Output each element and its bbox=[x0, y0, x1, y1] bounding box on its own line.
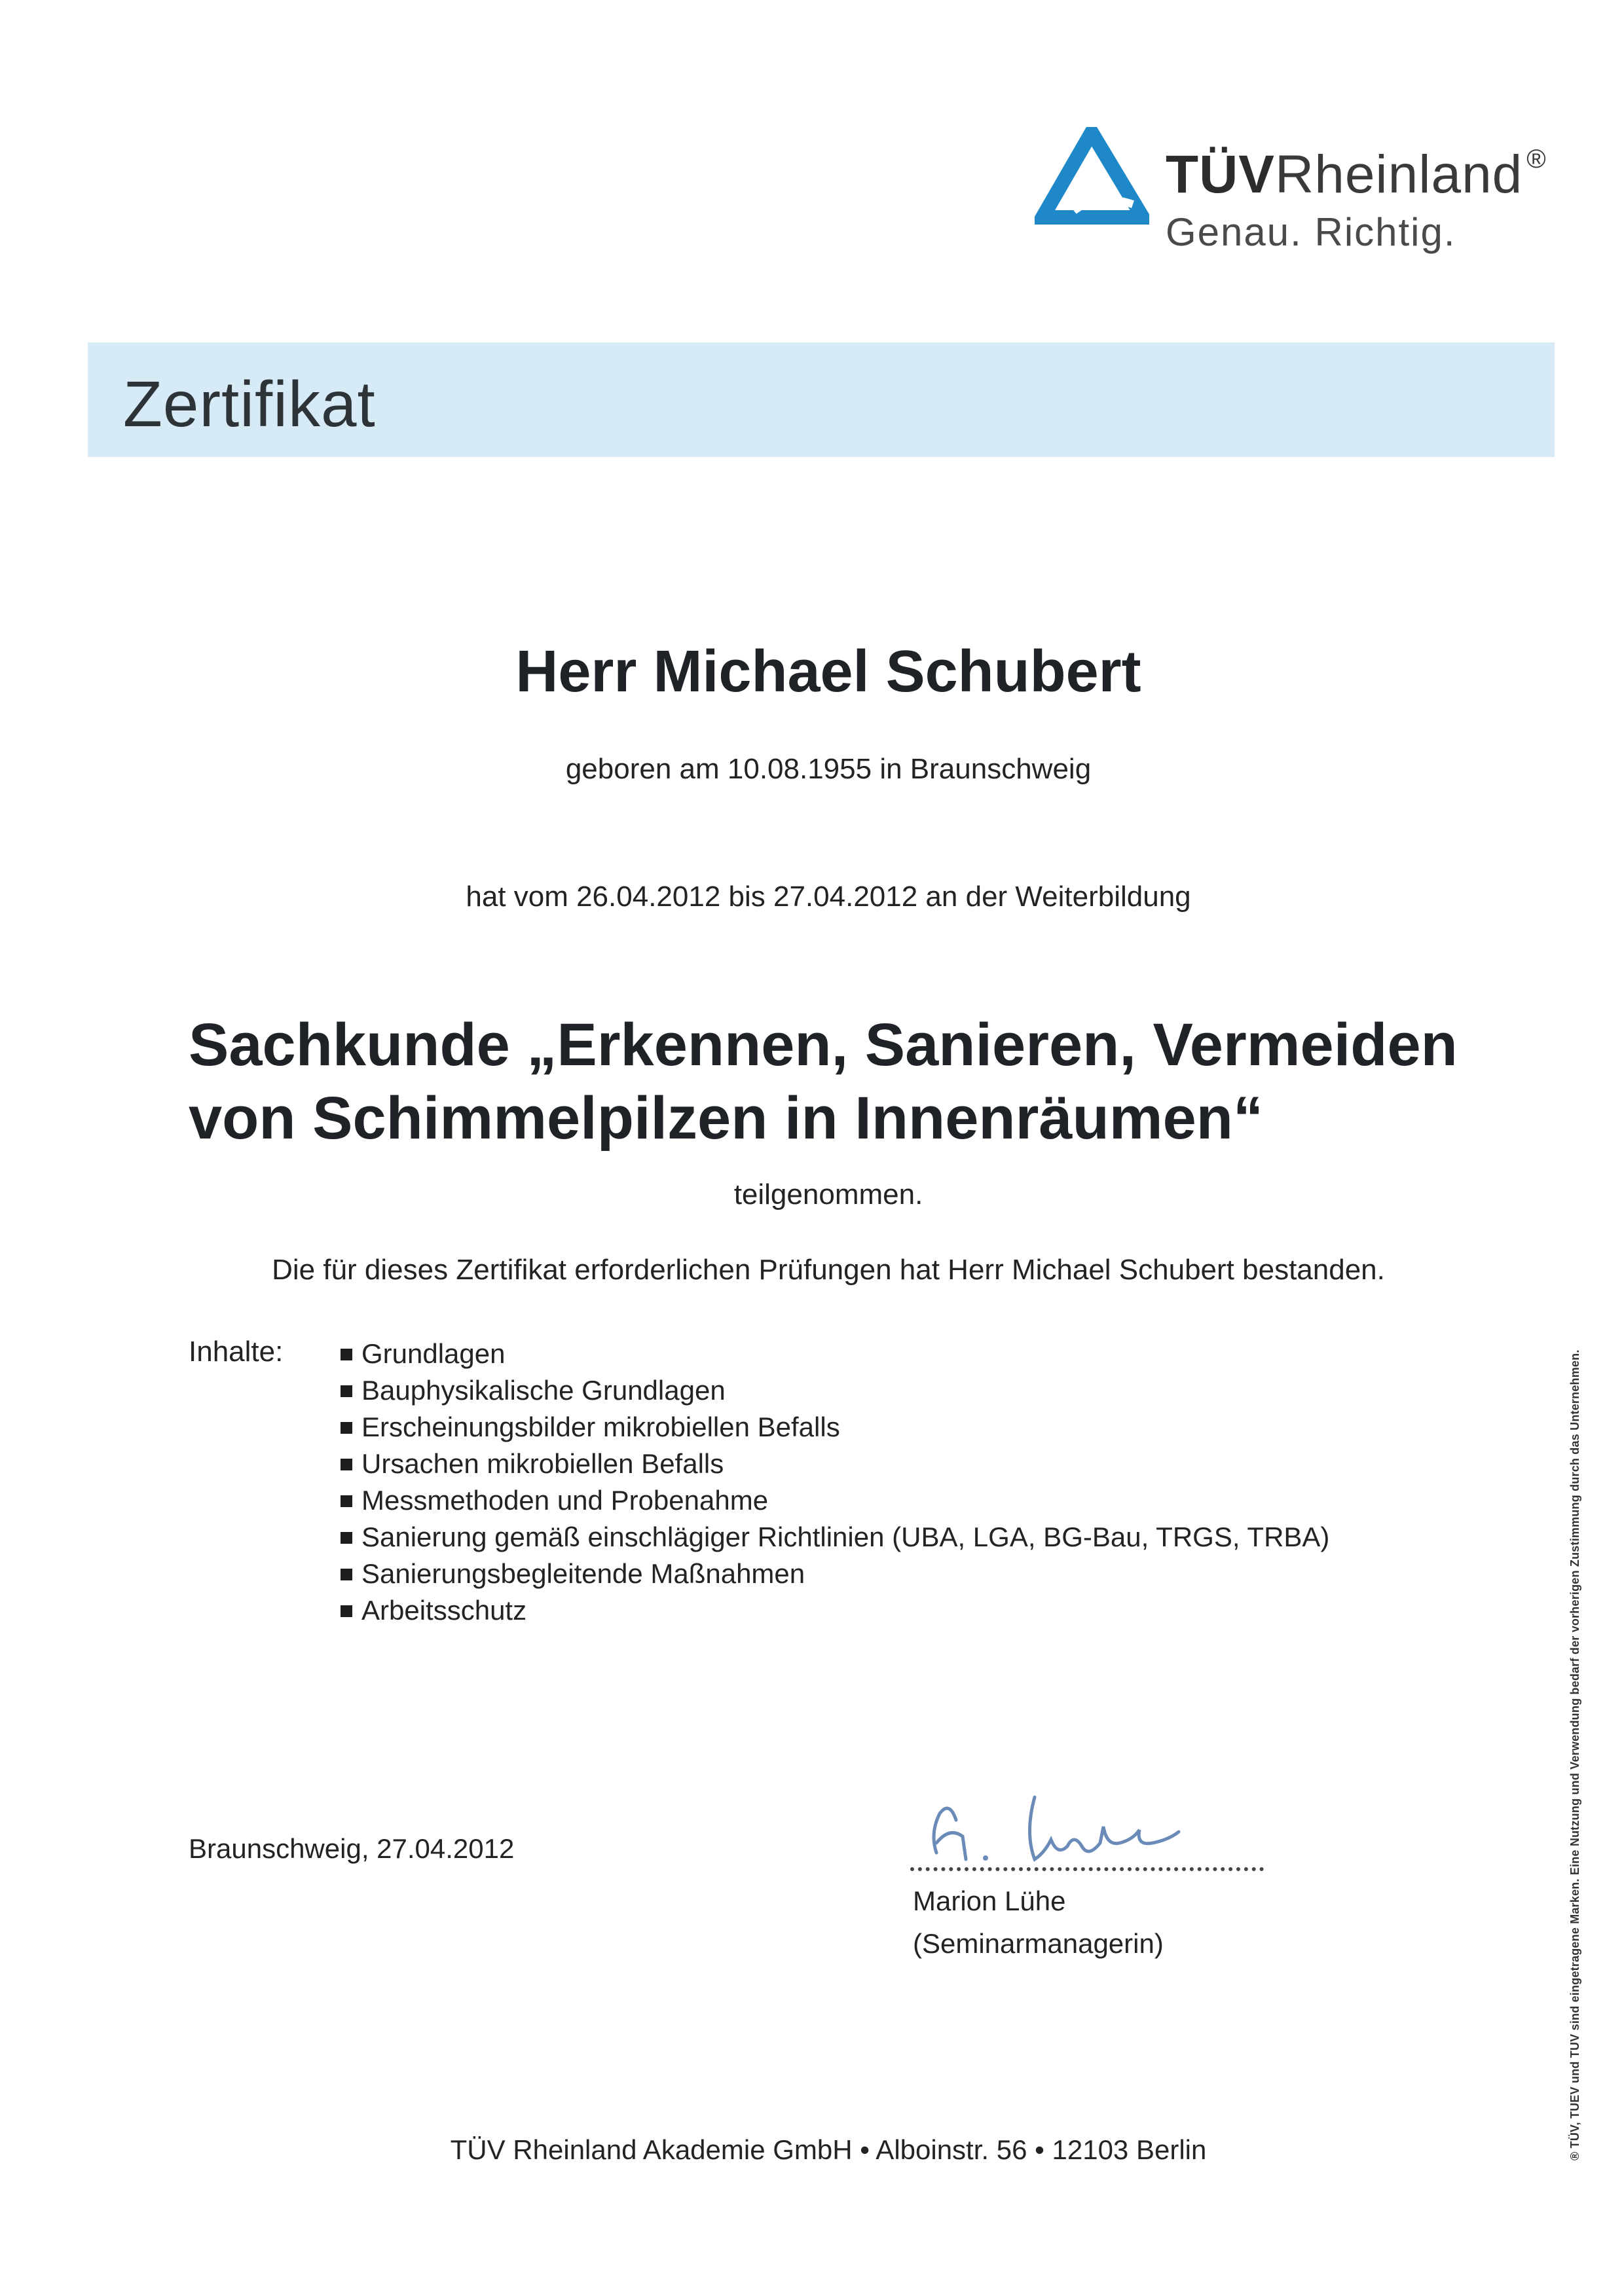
tuv-rheinland-logo bbox=[1035, 118, 1559, 268]
logo-brand-bold: TÜV bbox=[1166, 145, 1275, 204]
title-band bbox=[88, 342, 1555, 457]
list-item-text: Grundlagen bbox=[361, 1338, 506, 1369]
list-item bbox=[341, 1409, 1329, 1446]
document-title: Zertifikat bbox=[123, 368, 376, 440]
list-item bbox=[341, 1482, 1329, 1519]
signature-line bbox=[910, 1867, 1264, 1871]
list-item bbox=[341, 1592, 1329, 1629]
bullet-square-icon bbox=[341, 1459, 352, 1470]
list-item-text: Sanierungsbegleitende Maßnahmen bbox=[361, 1558, 805, 1589]
list-item-text: Messmethoden und Probenahme bbox=[361, 1485, 769, 1516]
trademark-note: ® TÜV, TUEV und TUV sind eingetragene Marken. Eine Nutzung und Verwendung bedarf der vorherigen Zustimmung durch das Unternehmen. bbox=[1568, 1349, 1581, 2160]
course-title bbox=[189, 1008, 1458, 1155]
contents-label: Inhalte: bbox=[189, 1336, 284, 1368]
bullet-square-icon bbox=[341, 1495, 352, 1507]
contents-list bbox=[341, 1336, 1329, 1629]
logo-wordmark bbox=[1166, 144, 1547, 206]
list-item-text: Sanierung gemäß einschlägiger Richtlinien (UBA, LGA, BG-Bau, TRGS, TRBA) bbox=[361, 1522, 1330, 1552]
list-item bbox=[341, 1556, 1329, 1592]
recipient-name: Herr Michael Schubert bbox=[515, 639, 1141, 704]
place-date: Braunschweig, 27.04.2012 bbox=[189, 1833, 515, 1864]
participated-line: teilgenommen. bbox=[733, 1178, 923, 1211]
bullet-square-icon bbox=[341, 1532, 352, 1544]
exam-line: Die für dieses Zertifikat erforderlichen Prüfungen hat Herr Michael Schubert bestanden. bbox=[272, 1254, 1385, 1286]
birth-line: geboren am 10.08.1955 in Braunschweig bbox=[565, 753, 1092, 785]
logo-brand-light: Rheinland bbox=[1275, 145, 1523, 204]
bullet-square-icon bbox=[341, 1422, 352, 1434]
logo-registered-mark: ® bbox=[1526, 145, 1547, 173]
list-item-text: Bauphysikalische Grundlagen bbox=[361, 1375, 726, 1406]
footer-address: TÜV Rheinland Akademie GmbH • Alboinstr. 56 • 12103 Berlin bbox=[450, 2134, 1207, 2165]
tuv-triangle-icon bbox=[1035, 127, 1149, 228]
logo-claim: Genau. Richtig. bbox=[1166, 210, 1456, 254]
course-title-line-1: Sachkunde „Erkennen, Sanieren, Vermeiden bbox=[189, 1011, 1458, 1078]
period-line: hat vom 26.04.2012 bis 27.04.2012 an der Weiterbildung bbox=[466, 881, 1191, 913]
list-item bbox=[341, 1372, 1329, 1409]
course-title-line-2: von Schimmelpilzen in Innenräumen“ bbox=[189, 1085, 1263, 1152]
list-item bbox=[341, 1446, 1329, 1482]
list-item bbox=[341, 1519, 1329, 1556]
bullet-square-icon bbox=[341, 1605, 352, 1617]
list-item-text: Arbeitsschutz bbox=[361, 1595, 527, 1626]
list-item-text: Ursachen mikrobiellen Befalls bbox=[361, 1448, 724, 1479]
signer-role: (Seminarmanagerin) bbox=[913, 1928, 1164, 1959]
bullet-square-icon bbox=[341, 1569, 352, 1580]
list-item bbox=[341, 1336, 1329, 1372]
bullet-square-icon bbox=[341, 1385, 352, 1397]
list-item-text: Erscheinungsbilder mikrobiellen Befalls bbox=[361, 1412, 840, 1442]
handwritten-signature bbox=[910, 1781, 1251, 1866]
bullet-square-icon bbox=[341, 1349, 352, 1360]
signer-name: Marion Lühe bbox=[913, 1886, 1066, 1916]
